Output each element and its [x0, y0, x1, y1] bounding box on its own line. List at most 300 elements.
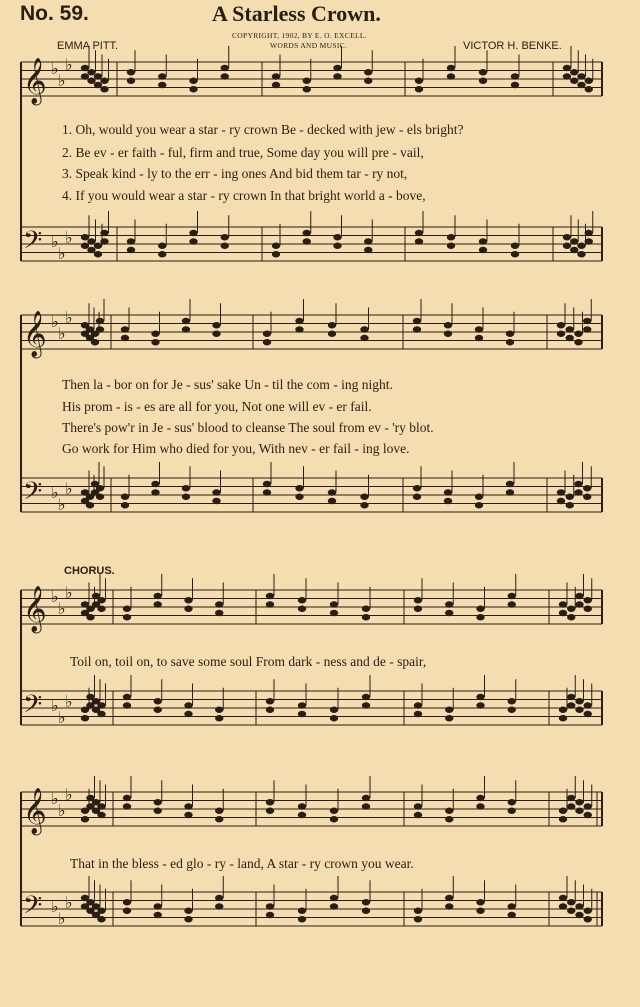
- note-head: [557, 322, 565, 328]
- note-head: [559, 816, 567, 822]
- note-head: [272, 73, 280, 79]
- verse-1-line-2: Then la - bor on for Je - sus' sake Un - til the com - ing night.: [62, 377, 393, 392]
- bass-clef-icon: 𝄢: [23, 226, 43, 261]
- note-head: [506, 339, 514, 345]
- note-head: [184, 908, 192, 914]
- note-head: [212, 489, 220, 495]
- note-head: [298, 597, 306, 603]
- note-head: [263, 339, 271, 345]
- note-head: [298, 702, 306, 708]
- note-head: [87, 247, 95, 253]
- note-head: [123, 614, 131, 620]
- treble-clef-icon: 𝄞: [23, 788, 47, 834]
- note-head: [444, 322, 452, 328]
- note-head: [151, 339, 159, 345]
- note-head: [360, 326, 368, 332]
- note-head: [566, 502, 574, 508]
- note-head: [584, 597, 592, 603]
- note-head: [189, 230, 197, 236]
- note-head: [184, 711, 192, 717]
- note-head: [445, 816, 453, 822]
- note-head: [212, 498, 220, 504]
- note-head: [215, 808, 223, 814]
- note-head: [414, 702, 422, 708]
- note-head: [479, 69, 487, 75]
- note-head: [266, 698, 274, 704]
- note-head: [333, 73, 341, 79]
- note-head: [100, 238, 108, 244]
- verse-1-line-1: 1. Oh, would you wear a star - ry crown Be - decked with jew - els bright?: [62, 122, 464, 137]
- note-head: [330, 816, 338, 822]
- note-head: [263, 481, 271, 487]
- note-head: [575, 698, 583, 704]
- note-head: [476, 694, 484, 700]
- note-head: [570, 78, 578, 84]
- note-head: [364, 238, 372, 244]
- note-head: [566, 494, 574, 500]
- note-head: [511, 82, 519, 88]
- verse-2-line-1: 2. Be ev - er faith - ful, firm and true, Some day you will pre - vail,: [62, 145, 424, 160]
- copyright-line: COPYRIGHT, 1902, BY E. O. EXCELL.: [232, 31, 367, 40]
- note-head: [585, 78, 593, 84]
- note-head: [221, 73, 229, 79]
- note-head: [158, 243, 166, 249]
- note-head: [575, 601, 583, 607]
- note-head: [574, 481, 582, 487]
- note-head: [94, 73, 102, 79]
- note-head: [362, 899, 370, 905]
- flat-sign-icon: ♭: [51, 897, 59, 916]
- note-head: [567, 803, 575, 809]
- note-head: [447, 234, 455, 240]
- note-head: [87, 78, 95, 84]
- note-head: [574, 489, 582, 495]
- note-head: [584, 803, 592, 809]
- note-head: [97, 606, 105, 612]
- flat-sign-icon: ♭: [58, 909, 66, 928]
- flat-sign-icon: ♭: [58, 599, 66, 618]
- note-head: [184, 597, 192, 603]
- note-head: [182, 485, 190, 491]
- note-head: [508, 799, 516, 805]
- note-head: [559, 903, 567, 909]
- note-head: [583, 318, 591, 324]
- note-head: [574, 339, 582, 345]
- note-head: [570, 69, 578, 75]
- note-head: [475, 335, 483, 341]
- verse-4-line-2: Go work for Him who died for you, With nev - er fail - ing love.: [62, 441, 410, 456]
- note-head: [584, 606, 592, 612]
- note-head: [330, 903, 338, 909]
- flat-sign-icon: ♭: [51, 312, 59, 331]
- note-head: [362, 795, 370, 801]
- note-head: [100, 230, 108, 236]
- note-head: [158, 251, 166, 257]
- note-head: [97, 812, 105, 818]
- note-head: [445, 808, 453, 814]
- note-head: [121, 502, 129, 508]
- flat-sign-icon: ♭: [51, 483, 59, 502]
- note-head: [298, 711, 306, 717]
- note-head: [414, 812, 422, 818]
- note-head: [295, 318, 303, 324]
- note-head: [154, 707, 162, 713]
- note-head: [508, 707, 516, 713]
- note-head: [221, 243, 229, 249]
- note-head: [360, 494, 368, 500]
- note-head: [189, 238, 197, 244]
- note-head: [330, 610, 338, 616]
- flat-sign-icon: ♭: [65, 308, 73, 327]
- note-head: [303, 238, 311, 244]
- note-head: [566, 335, 574, 341]
- note-head: [584, 916, 592, 922]
- note-head: [215, 895, 223, 901]
- note-head: [585, 230, 593, 236]
- note-head: [154, 593, 162, 599]
- note-head: [182, 326, 190, 332]
- note-head: [447, 243, 455, 249]
- note-head: [97, 916, 105, 922]
- note-head: [158, 82, 166, 88]
- note-head: [221, 234, 229, 240]
- treble-clef-icon: 𝄞: [23, 586, 47, 632]
- note-head: [476, 614, 484, 620]
- verse-2-line-2: His prom - is - es are all for you, Not one will ev - er fail.: [62, 399, 372, 414]
- note-head: [272, 82, 280, 88]
- note-head: [566, 326, 574, 332]
- note-head: [360, 502, 368, 508]
- flat-sign-icon: ♭: [58, 324, 66, 343]
- note-head: [154, 912, 162, 918]
- bass-clef-icon: 𝄢: [23, 690, 43, 725]
- hymn-number: No. 59.: [20, 2, 89, 25]
- note-head: [295, 326, 303, 332]
- note-head: [508, 912, 516, 918]
- note-head: [127, 247, 135, 253]
- note-head: [476, 606, 484, 612]
- note-head: [86, 614, 94, 620]
- flat-sign-icon: ♭: [58, 71, 66, 90]
- note-head: [154, 808, 162, 814]
- flat-sign-icon: ♭: [65, 479, 73, 498]
- note-head: [567, 795, 575, 801]
- verse-4-line-1: 4. If you would wear a star - ry crown In that bright world a - bove,: [62, 188, 426, 203]
- note-head: [444, 498, 452, 504]
- note-head: [151, 331, 159, 337]
- note-head: [96, 485, 104, 491]
- note-head: [154, 799, 162, 805]
- note-head: [574, 331, 582, 337]
- note-head: [413, 326, 421, 332]
- treble-clef-icon: 𝄞: [23, 58, 47, 104]
- note-head: [221, 65, 229, 71]
- note-head: [475, 326, 483, 332]
- note-head: [212, 331, 220, 337]
- note-head: [100, 78, 108, 84]
- note-head: [413, 494, 421, 500]
- note-head: [476, 702, 484, 708]
- note-head: [182, 494, 190, 500]
- note-head: [123, 694, 131, 700]
- note-head: [563, 234, 571, 240]
- note-head: [303, 78, 311, 84]
- note-head: [123, 899, 131, 905]
- note-head: [328, 489, 336, 495]
- note-head: [94, 251, 102, 257]
- note-head: [575, 808, 583, 814]
- note-head: [559, 895, 567, 901]
- note-head: [96, 318, 104, 324]
- note-head: [508, 698, 516, 704]
- note-head: [81, 65, 89, 71]
- note-head: [127, 69, 135, 75]
- note-head: [121, 494, 129, 500]
- note-head: [97, 908, 105, 914]
- note-head: [154, 903, 162, 909]
- note-head: [212, 322, 220, 328]
- bass-clef-icon: 𝄢: [23, 891, 43, 926]
- note-head: [585, 238, 593, 244]
- note-head: [295, 494, 303, 500]
- note-head: [508, 808, 516, 814]
- note-head: [97, 597, 105, 603]
- verse-3-line-2: There's pow'r in Je - sus' blood to cleanse The soul from ev - 'ry blot.: [62, 420, 434, 435]
- note-head: [511, 251, 519, 257]
- verse-3-line-1: 3. Speak kind - ly to the err - ing ones And bid them tar - ry not,: [62, 166, 408, 181]
- flat-sign-icon: ♭: [51, 59, 59, 78]
- copyright-subline: WORDS AND MUSIC.: [270, 41, 348, 50]
- note-head: [81, 816, 89, 822]
- note-head: [364, 247, 372, 253]
- note-head: [123, 803, 131, 809]
- note-head: [184, 606, 192, 612]
- note-head: [567, 899, 575, 905]
- note-head: [123, 795, 131, 801]
- note-head: [476, 803, 484, 809]
- note-head: [330, 601, 338, 607]
- note-head: [414, 803, 422, 809]
- note-head: [415, 78, 423, 84]
- note-head: [298, 916, 306, 922]
- note-head: [272, 243, 280, 249]
- note-head: [127, 78, 135, 84]
- note-head: [577, 73, 585, 79]
- note-head: [415, 86, 423, 92]
- note-head: [266, 808, 274, 814]
- flat-sign-icon: ♭: [65, 785, 73, 804]
- note-head: [266, 601, 274, 607]
- note-head: [362, 606, 370, 612]
- note-head: [475, 502, 483, 508]
- note-head: [445, 610, 453, 616]
- note-head: [506, 489, 514, 495]
- flat-sign-icon: ♭: [65, 228, 73, 247]
- note-head: [415, 230, 423, 236]
- note-head: [445, 903, 453, 909]
- flat-sign-icon: ♭: [51, 232, 59, 251]
- note-head: [511, 243, 519, 249]
- note-head: [575, 593, 583, 599]
- note-head: [445, 715, 453, 721]
- note-head: [585, 86, 593, 92]
- flat-sign-icon: ♭: [51, 696, 59, 715]
- note-head: [475, 494, 483, 500]
- note-head: [303, 86, 311, 92]
- note-head: [557, 331, 565, 337]
- note-head: [476, 908, 484, 914]
- note-head: [570, 247, 578, 253]
- note-head: [506, 481, 514, 487]
- note-head: [330, 715, 338, 721]
- note-head: [362, 803, 370, 809]
- note-head: [97, 803, 105, 809]
- note-head: [577, 82, 585, 88]
- note-head: [151, 481, 159, 487]
- note-head: [158, 73, 166, 79]
- note-head: [81, 73, 89, 79]
- note-head: [151, 489, 159, 495]
- note-head: [189, 78, 197, 84]
- note-head: [330, 895, 338, 901]
- note-head: [97, 711, 105, 717]
- note-head: [559, 610, 567, 616]
- note-head: [266, 593, 274, 599]
- note-head: [215, 707, 223, 713]
- note-head: [121, 335, 129, 341]
- note-head: [263, 489, 271, 495]
- note-head: [123, 702, 131, 708]
- note-head: [184, 812, 192, 818]
- note-head: [94, 82, 102, 88]
- flat-sign-icon: ♭: [58, 708, 66, 727]
- chorus-line-1: Toil on, toil on, to save some soul From dark - ness and de - spair,: [70, 654, 427, 669]
- note-head: [330, 707, 338, 713]
- note-head: [266, 799, 274, 805]
- note-head: [559, 707, 567, 713]
- note-head: [215, 903, 223, 909]
- note-head: [81, 234, 89, 240]
- note-head: [511, 73, 519, 79]
- chorus-line-2: That in the bless - ed glo - ry - land, A star - ry crown you wear.: [70, 856, 414, 871]
- note-head: [362, 908, 370, 914]
- note-head: [414, 916, 422, 922]
- note-head: [182, 318, 190, 324]
- note-head: [364, 78, 372, 84]
- note-head: [557, 498, 565, 504]
- composer-credit: VICTOR H. BENKE.: [463, 40, 562, 52]
- note-head: [563, 65, 571, 71]
- note-head: [330, 808, 338, 814]
- note-head: [479, 247, 487, 253]
- note-head: [584, 711, 592, 717]
- note-head: [362, 702, 370, 708]
- note-head: [184, 803, 192, 809]
- flat-sign-icon: ♭: [65, 893, 73, 912]
- flat-sign-icon: ♭: [65, 692, 73, 711]
- lyricist-credit: EMMA PITT.: [57, 40, 119, 52]
- flat-sign-icon: ♭: [65, 55, 73, 74]
- note-head: [86, 502, 94, 508]
- note-head: [328, 322, 336, 328]
- note-head: [189, 86, 197, 92]
- note-head: [476, 899, 484, 905]
- note-head: [575, 912, 583, 918]
- note-head: [563, 73, 571, 79]
- note-head: [303, 230, 311, 236]
- note-head: [100, 86, 108, 92]
- note-head: [266, 707, 274, 713]
- note-head: [266, 912, 274, 918]
- note-head: [445, 601, 453, 607]
- note-head: [577, 243, 585, 249]
- note-head: [575, 707, 583, 713]
- note-head: [570, 238, 578, 244]
- note-head: [91, 339, 99, 345]
- note-head: [567, 694, 575, 700]
- note-head: [215, 715, 223, 721]
- note-head: [184, 916, 192, 922]
- note-head: [295, 485, 303, 491]
- hymn-title: A Starless Crown.: [212, 1, 381, 26]
- note-head: [96, 494, 104, 500]
- note-head: [263, 331, 271, 337]
- note-head: [333, 65, 341, 71]
- note-head: [87, 69, 95, 75]
- note-head: [414, 597, 422, 603]
- note-head: [508, 601, 516, 607]
- chorus-label: CHORUS.: [64, 565, 115, 577]
- flat-sign-icon: ♭: [58, 495, 66, 514]
- note-head: [298, 908, 306, 914]
- note-head: [94, 243, 102, 249]
- note-head: [567, 614, 575, 620]
- note-head: [215, 816, 223, 822]
- note-head: [584, 812, 592, 818]
- note-head: [559, 808, 567, 814]
- note-head: [583, 494, 591, 500]
- note-head: [506, 331, 514, 337]
- note-head: [333, 243, 341, 249]
- note-head: [583, 326, 591, 332]
- note-head: [360, 335, 368, 341]
- note-head: [563, 243, 571, 249]
- note-head: [328, 331, 336, 337]
- note-head: [414, 908, 422, 914]
- note-head: [508, 593, 516, 599]
- note-head: [567, 702, 575, 708]
- note-head: [81, 243, 89, 249]
- note-head: [445, 707, 453, 713]
- note-head: [298, 812, 306, 818]
- bass-clef-icon: 𝄢: [23, 477, 43, 512]
- note-head: [508, 903, 516, 909]
- note-head: [328, 498, 336, 504]
- note-head: [87, 238, 95, 244]
- note-head: [575, 799, 583, 805]
- note-head: [154, 698, 162, 704]
- note-head: [362, 694, 370, 700]
- note-head: [364, 69, 372, 75]
- treble-clef-icon: 𝄞: [23, 311, 47, 357]
- note-head: [97, 702, 105, 708]
- note-head: [298, 803, 306, 809]
- note-head: [215, 601, 223, 607]
- note-head: [447, 73, 455, 79]
- note-head: [215, 610, 223, 616]
- flat-sign-icon: ♭: [51, 587, 59, 606]
- note-head: [123, 908, 131, 914]
